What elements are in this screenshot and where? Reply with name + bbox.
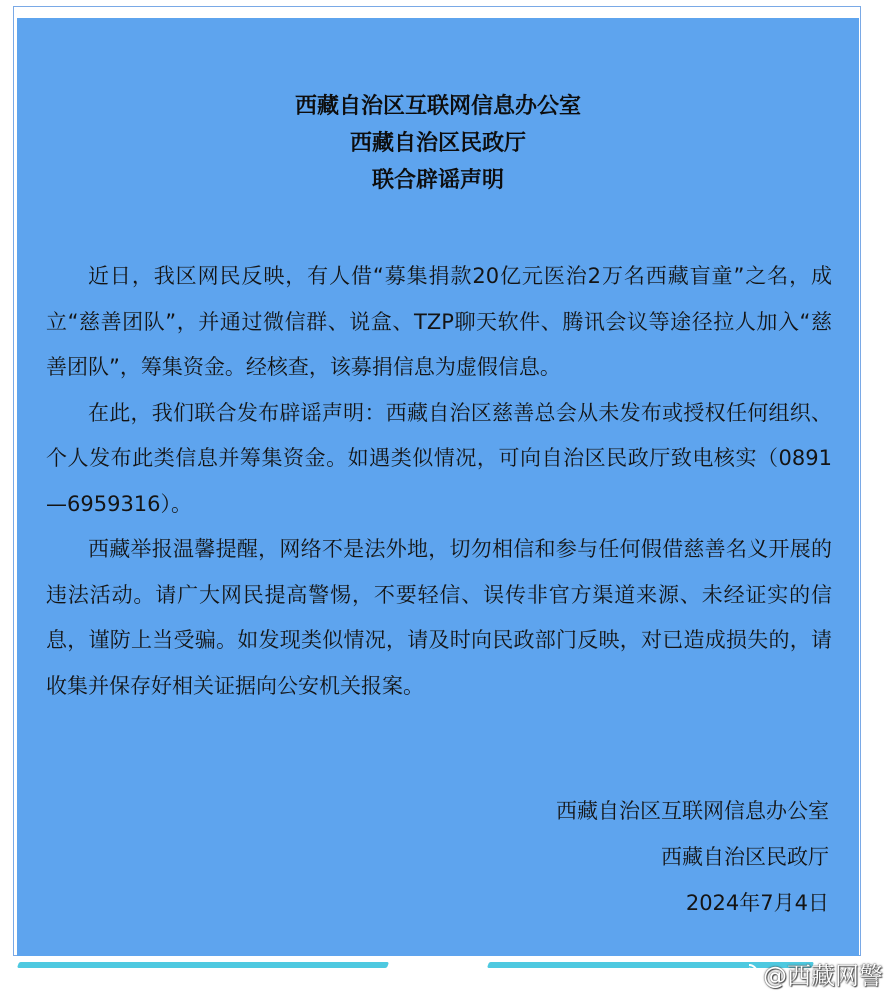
title-issuer-civil-affairs: 西藏自治区民政厅	[349, 131, 526, 156]
statement-body	[46, 254, 832, 709]
bottom-accent-bar-left	[17, 962, 389, 968]
weibo-watermark	[729, 956, 883, 991]
weibo-icon	[729, 962, 759, 986]
signature-issuer-civil-affairs: 西藏自治区民政厅	[661, 845, 829, 869]
paragraph-3: 西藏举报温馨提醒，网络不是法外地，切勿相信和参与任何假借慈善名义开展的违法活动。请广大网民提高警惕，不要轻信、误传非官方渠道来源、未经证实的信息，谨防上当受骗。如发现类似情况，请及时向民政部门反映，对已造成损失的，请收集并保存好相关证据向公安机关报案。	[46, 537, 832, 698]
signature-block	[556, 788, 829, 926]
signature-date: 2024年7月4日	[685, 891, 829, 915]
paragraph-2: 在此，我们联合发布辟谣声明：西藏自治区慈善总会从未发布或授权任何组织、个人发布此类信息并筹集资金。如遇类似情况，可向自治区民政厅致电核实（0891—6959316）。	[46, 400, 832, 516]
watermark-text: @西藏网警	[763, 962, 883, 990]
statement-titles	[17, 88, 859, 199]
title-issuer-cac: 西藏自治区互联网信息办公室	[294, 94, 581, 119]
title-statement: 联合辟谣声明	[371, 168, 504, 193]
statement-panel	[17, 18, 859, 956]
paragraph-1: 近日，我区网民反映，有人借“募集捐款20亿元医治2万名西藏盲童”之名，成立“慈善团队”，并通过微信群、说盒、TZP聊天软件、腾讯会议等途径拉人加入“慈善团队”，筹集资金。经核查，该募捐信息为虚假信息。	[46, 264, 832, 379]
signature-issuer-cac: 西藏自治区互联网信息办公室	[556, 799, 829, 823]
